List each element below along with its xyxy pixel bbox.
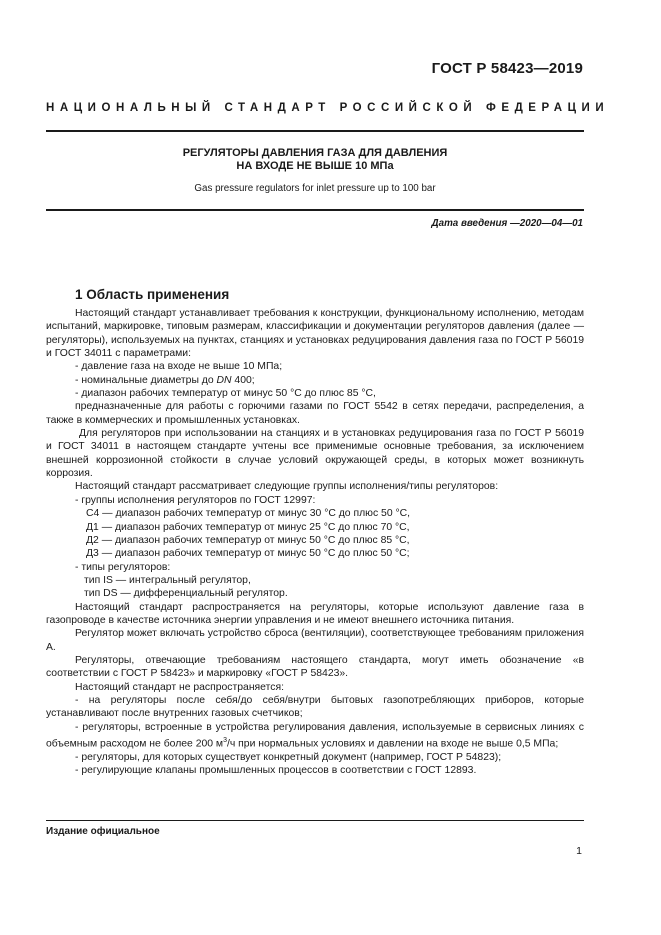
list-item: - диапазон рабочих температур от минус 50 °С до плюс 85 °С, [75,388,376,400]
title-divider [46,209,584,211]
introduction-date: Дата введения —2020—04—01 [431,218,583,229]
paragraph: Регулятор может включать устройство сброса (вентиляции), соответствующее требованиям приложения А. [46,628,584,653]
list-item: - регуляторы, для которых существует конкретный документ (например, ГОСТ Р 54823); [75,751,502,763]
official-edition-label: Издание официальное [46,826,160,837]
footer-divider [46,820,584,821]
paragraph: Настоящий стандарт не распространяется: [75,681,284,693]
page-number: 1 [576,845,582,857]
list-item: - типы регуляторов: [75,561,171,573]
paragraph: Настоящий стандарт распространяется на регуляторы, которые используют давление газа в газопроводе в качестве источника энергии управления и не имеют внешнего источника питания. [46,601,584,626]
paragraph: Регуляторы, отвечающие требованиям настоящего стандарта, могут иметь обозначение «в соответствии с ГОСТ Р 58423» и маркировку «ГОСТ Р 58423». [46,654,584,680]
section-body [46,307,584,778]
document-number: ГОСТ Р 58423—2019 [431,60,583,77]
standard-title-line-2: НА ВХОДЕ НЕ ВЫШЕ 10 МПа [236,160,394,172]
list-item-text: - номинальные диаметры до [75,374,217,386]
paragraph: Для регуляторов при использовании на станциях и в установках редуцирования газа по ГОСТ Р 56019 и ГОСТ 34011 в настоящем стандарте учтены все применимые основные требования, за исключением внешней коррозионной стойкости в случае условий окружающей среды, в которых может возникнуть коррозия. [46,428,584,480]
section-title: 1 Область применения [75,287,230,302]
list-item: - давление газа на входе не выше 10 МПа; [75,361,283,373]
paragraph: предназначенные для работы с горючими газами по ГОСТ 5542 в сетях передачи, распределения, а также в коммерческих и промышленных установках. [46,401,584,426]
national-standard-heading: НАЦИОНАЛЬНЫЙ СТАНДАРТ РОССИЙСКОЙ ФЕДЕРАЦИИ [46,102,610,114]
type-item: тип IS — интегральный регулятор, [84,574,251,586]
list-item-text: 400; [231,374,255,386]
english-title: Gas pressure regulators for inlet pressure up to 100 bar [194,183,436,194]
superscript: 3 [223,737,227,744]
group-item: Д2 — диапазон рабочих температур от минус 50 °С до плюс 85 °С, [86,534,410,546]
paragraph: Настоящий стандарт устанавливает требования к конструкции, функциональному исполнению, методам испытаний, маркировке, типовым размерам, классификации и документации регуляторов давления (далее — регуляторы), используемых на пунктах, станциях и установках редуцирования давления газа по ГОСТ Р 56019 и ГОСТ 34011 с параметрами: [46,308,584,360]
type-item: тип DS — дифференциальный регулятор. [84,588,288,600]
paragraph: Настоящий стандарт рассматривает следующие группы исполнения/типы регуляторов: [75,481,499,493]
list-item: - на регуляторы после себя/до себя/внутри бытовых газопотребляющих приборов, которые устанавливают после внутренних газовых счетчиков; [46,694,584,720]
list-item: - группы исполнения регуляторов по ГОСТ 12997: [75,494,316,506]
list-item [46,374,584,387]
list-item-text: - регуляторы, встроенные в устройства регулирования давления, используемые в сервисных линиях с объемным расходом не более 200 м [46,721,584,750]
dn-symbol: DN [216,374,232,386]
group-item: Д1 — диапазон рабочих температур от минус 25 °С до плюс 70 °С, [86,521,410,533]
group-item: Д3 — диапазон рабочих температур от минус 50 °С до плюс 50 °С; [86,548,410,560]
header-divider [46,130,584,132]
list-item-text: /ч при нормальных условиях и давлении на входе не выше 0,5 МПа; [226,738,559,750]
list-item: - регулирующие клапаны промышленных процессов в соответствии с ГОСТ 12893. [75,765,477,777]
standard-title-line-1: РЕГУЛЯТОРЫ ДАВЛЕНИЯ ГАЗА ДЛЯ ДАВЛЕНИЯ [182,147,448,159]
group-item: С4 — диапазон рабочих температур от минус 30 °С до плюс 50 °С, [86,508,411,520]
list-item [46,721,584,751]
